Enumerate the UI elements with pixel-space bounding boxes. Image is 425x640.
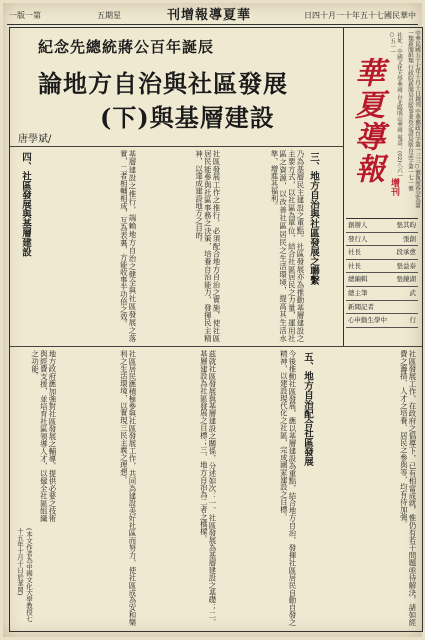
content-frame — [9, 27, 423, 632]
article-column: 茲就社區發展與基層建設之關係，分述如次：一、社區發展為基層建設之基礎；二、基層建設為社區發展之目標；三、地方自治為二者之橋樑。 — [199, 350, 217, 626]
staff-row: 創辦人 張其昀 — [346, 219, 418, 233]
staff-row: 總編輯 張鏡湖 — [346, 273, 418, 287]
staff-row: 新聞記者 — [346, 301, 418, 315]
staff-box — [346, 218, 418, 341]
article-column: 地方政府應加強對社區發展之輔導，提供必要之技術與經費支援，並培育社區領導人才，以健全社區組織之功能。 — [30, 350, 57, 522]
supplement-label: 增刊 — [389, 178, 399, 196]
issue-date: 日四十月一十年五十七國民華中 — [304, 11, 416, 20]
weekday: 五期星 — [97, 11, 121, 20]
staff-row: 社長 張益泰 — [346, 260, 418, 274]
dedication-line: 紀念先總統蔣公百年誕辰 — [38, 38, 215, 56]
subhead: 三、地方自治與社區發展之聯繫 — [308, 152, 319, 285]
headline-area — [10, 28, 344, 146]
article-column: 基層建設之推行，端賴地方自治之健全與社區發展之落實，二者相輔相成，互為表裏，方能收事半功倍之效。 — [119, 150, 137, 342]
paper-title: 刊增報導夏華 — [167, 8, 252, 23]
article-column: 今後推動社區發展，應以基層建設為重點，結合地方自治，發揮社區居民自動自發之精神，以建設現代化之社區，完成國家建設之目標。 — [279, 350, 297, 626]
address-info: 社址：中國文化大學華岡 台北陽明山華岡 電話：(02)八六一○五一一 — [389, 32, 402, 179]
article-column: 社區發展工作，在政府之倡導下，已有相當成就，惟仍有若干問題亟待解決，諸如經費之籌措、人才之培養、居民之參與等，均有待加強。 — [399, 350, 417, 626]
registration-info: 中華民國五十七年十月十日創刊 中華郵政台字第一三三○號執照登記為第一類新聞紙類 行政院新聞局出版事業登記證局版台誌字第一七一號 — [407, 30, 420, 209]
article-column: 社區居民應積極參與社區發展工作，共同為建設美好社區而努力，使社區成為安和樂利之生活環境，以實現三民主義之理想。 — [119, 350, 137, 626]
running-head — [7, 7, 418, 25]
staff-row: 發行人 張創 — [346, 233, 418, 247]
subhead: 四、社區發展與基層建設 — [20, 152, 31, 257]
byline: 唐學斌/ — [18, 134, 52, 145]
newspaper-page — [3, 3, 422, 637]
staff-row: 社長 段承愈 — [346, 246, 418, 260]
divider — [10, 346, 422, 347]
staff-row: 心申動生學中 行 — [346, 314, 418, 328]
article-column: 社區發展工作之推行，必須配合地方自治之實施，使社區居民能參與社區事務之決策，培養自治能力，發揮民主精神，以達成建設地方之目的。 — [194, 150, 221, 342]
article-column: 乃為基層民主建設之重點。社區發展亦為推動基層建設之主要方式，以社區為單位，結合社區居民之力量，運用社區之資源，以改善社區居民之生活環境，提高其生活水準，增進其福利。 — [269, 150, 305, 342]
staff-row: 總主筆 武 — [346, 287, 418, 301]
page-label: 一版一第 — [9, 11, 41, 20]
masthead — [343, 28, 422, 346]
divider — [10, 146, 344, 147]
newspaper-logo: 華夏導報 — [349, 57, 384, 185]
subhead: 五、地方自治配合社區發展 — [302, 352, 313, 466]
footnote: (本文作者為中國文化大學教授七十五年十月十日於華岡) — [16, 528, 33, 622]
headline-line-2: (下)與基層建設 — [100, 103, 275, 132]
headline-line-1: 論地方自治與社區發展 — [38, 69, 288, 98]
